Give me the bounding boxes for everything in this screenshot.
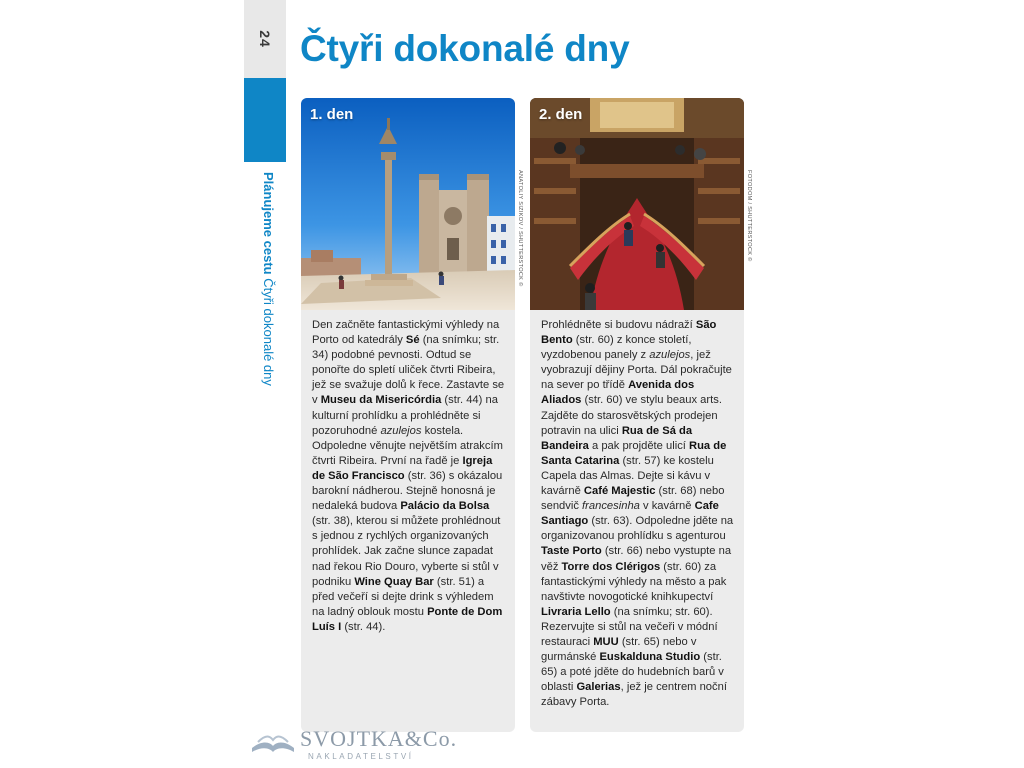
bold-place-name: Euskalduna Studio: [599, 651, 701, 664]
text-run: (str. 65) nebo v gurmánské: [541, 635, 697, 664]
day-1-label: 1. den: [310, 106, 354, 123]
bold-place-name: Ponte de Dom Luís I: [312, 605, 503, 633]
text-run: (str. 44).: [341, 620, 386, 633]
bold-place-name: Avenida dos Aliados: [541, 379, 695, 407]
publisher-logo: [250, 722, 458, 764]
text-run: (str. 57) ke kostelu Capela das Almas. Dejte si kávu v kavárně: [541, 454, 714, 498]
day-2-column: [530, 98, 744, 732]
bold-place-name: Galerias: [576, 681, 621, 694]
text-run: (na snímku; str. 60). Rezervujte si stůl na večeři v módní restauraci: [541, 605, 718, 648]
text-run: , jež je centrem noční zábavy Porta.: [541, 681, 727, 709]
book-icon: [250, 726, 296, 760]
bold-place-name: Wine Quay Bar: [354, 575, 434, 588]
publisher-tagline: NAKLADATELSTVÍ: [308, 752, 414, 761]
day-1-photo: [301, 98, 515, 310]
day-2-label: 2. den: [539, 106, 583, 123]
page-number: 24: [256, 30, 273, 48]
text-run: (str. 66) nebo vystupte na věž: [541, 545, 732, 573]
publisher-name: SVOJTKA&Co.: [300, 726, 458, 751]
bold-place-name: Sé: [405, 334, 420, 347]
bold-place-name: Torre dos Clérigos: [561, 560, 661, 573]
bold-place-name: Palácio da Bolsa: [400, 500, 490, 513]
photo-credit-1: [515, 170, 525, 310]
text-run: (str. 65) a poté jděte do hudebních barů v oblasti: [541, 651, 724, 694]
livraria-lello-image: [530, 98, 744, 310]
photo-credit-1-text: ANATOLIY SIZIKOV / SHUTTERSTOCK ©: [517, 170, 523, 287]
bold-place-name: São Bento: [541, 319, 717, 347]
page-number-tab: [244, 0, 286, 78]
text-run: v kavárně: [639, 500, 695, 513]
text-run: , jež vyobrazují dějiny Porta. Dál pokračujte na sever po třídě: [541, 349, 732, 392]
text-run: kostela. Odpoledne věnujte největším atrakcím čtvrti Ribeira. První na řadě je: [312, 424, 503, 467]
text-run: (str. 38), kterou si můžete prohlédnout s jednou z rychlých organizovaných prohlídek. Jak začne slunce zapadat nad řekou Rio Douro, vyberte si stůl v podniku: [312, 515, 501, 588]
day-1-text: [301, 310, 515, 635]
italic-term: azulejos: [380, 424, 422, 437]
section-label-bold: Plánujeme cestu: [261, 172, 276, 275]
bold-place-name: MUU: [593, 635, 619, 648]
italic-term: francesinha: [582, 500, 640, 513]
porto-cathedral-image: [301, 98, 515, 310]
bold-place-name: Livraria Lello: [541, 605, 611, 618]
text-run: (str. 60) ve stylu beaux arts. Zajděte do starosvětských prodejen potravin na ulici: [541, 394, 722, 437]
text-run: (str. 51) a před večeří si dejte drink s výhledem na ladný oblouk mostu: [312, 575, 494, 618]
bold-place-name: Museu da Misericórdia: [320, 394, 442, 407]
text-run: a pak projděte ulicí: [588, 439, 689, 452]
text-run: (str. 60) z konce století, vyzdobenou panely z: [541, 334, 692, 362]
day-2-text: [530, 310, 744, 710]
day-2-photo: [530, 98, 744, 310]
italic-term: azulejos: [649, 349, 691, 362]
section-label-regular: Čtyři dokonalé dny: [261, 274, 276, 386]
text-run: Prohlédněte si budovu nádraží: [541, 319, 696, 331]
text-run: (str. 63). Odpoledne jděte na organizovanou prohlídku s agenturou: [541, 515, 734, 543]
photo-credit-2: [744, 170, 754, 310]
text-run: (str. 36) s okázalou barokní nádherou. Stejně honosná je nedaleká budova: [312, 469, 503, 513]
text-run: (str. 44) na kulturní prohlídku a prohlédněte si pozoruhodné: [312, 394, 498, 437]
bold-place-name: Taste Porto: [541, 545, 602, 558]
sidebar-accent-band: [244, 78, 286, 162]
page-title: Čtyři dokonalé dny: [300, 28, 630, 69]
bold-place-name: Café Majestic: [583, 485, 656, 498]
text-run: (str. 68) nebo sendvič: [541, 485, 725, 513]
text-run: (na snímku; str. 34) podobné pevnosti. Odtud se ponořte do spletí uliček čtvrti Ribeira, jež se svažuje dolů k řece. Zastavte se v: [312, 334, 505, 407]
text-run: Den začněte fantastickými výhledy na Porto od katedrály: [312, 319, 500, 347]
section-label: [254, 172, 278, 472]
bold-place-name: Cafe Santiago: [541, 500, 719, 528]
bold-place-name: Igreja de São Francisco: [312, 454, 493, 482]
bold-place-name: Rua de Santa Catarina: [541, 439, 727, 467]
day-1-column: [301, 98, 515, 732]
bold-place-name: Rua de Sá da Bandeira: [541, 424, 693, 452]
photo-credit-2-text: FOTODOM / SHUTTERSTOCK ©: [746, 170, 752, 262]
text-run: (str. 60) za fantastickými výhledy na město a pak navštivte novogotické knihkupectví: [541, 560, 727, 603]
